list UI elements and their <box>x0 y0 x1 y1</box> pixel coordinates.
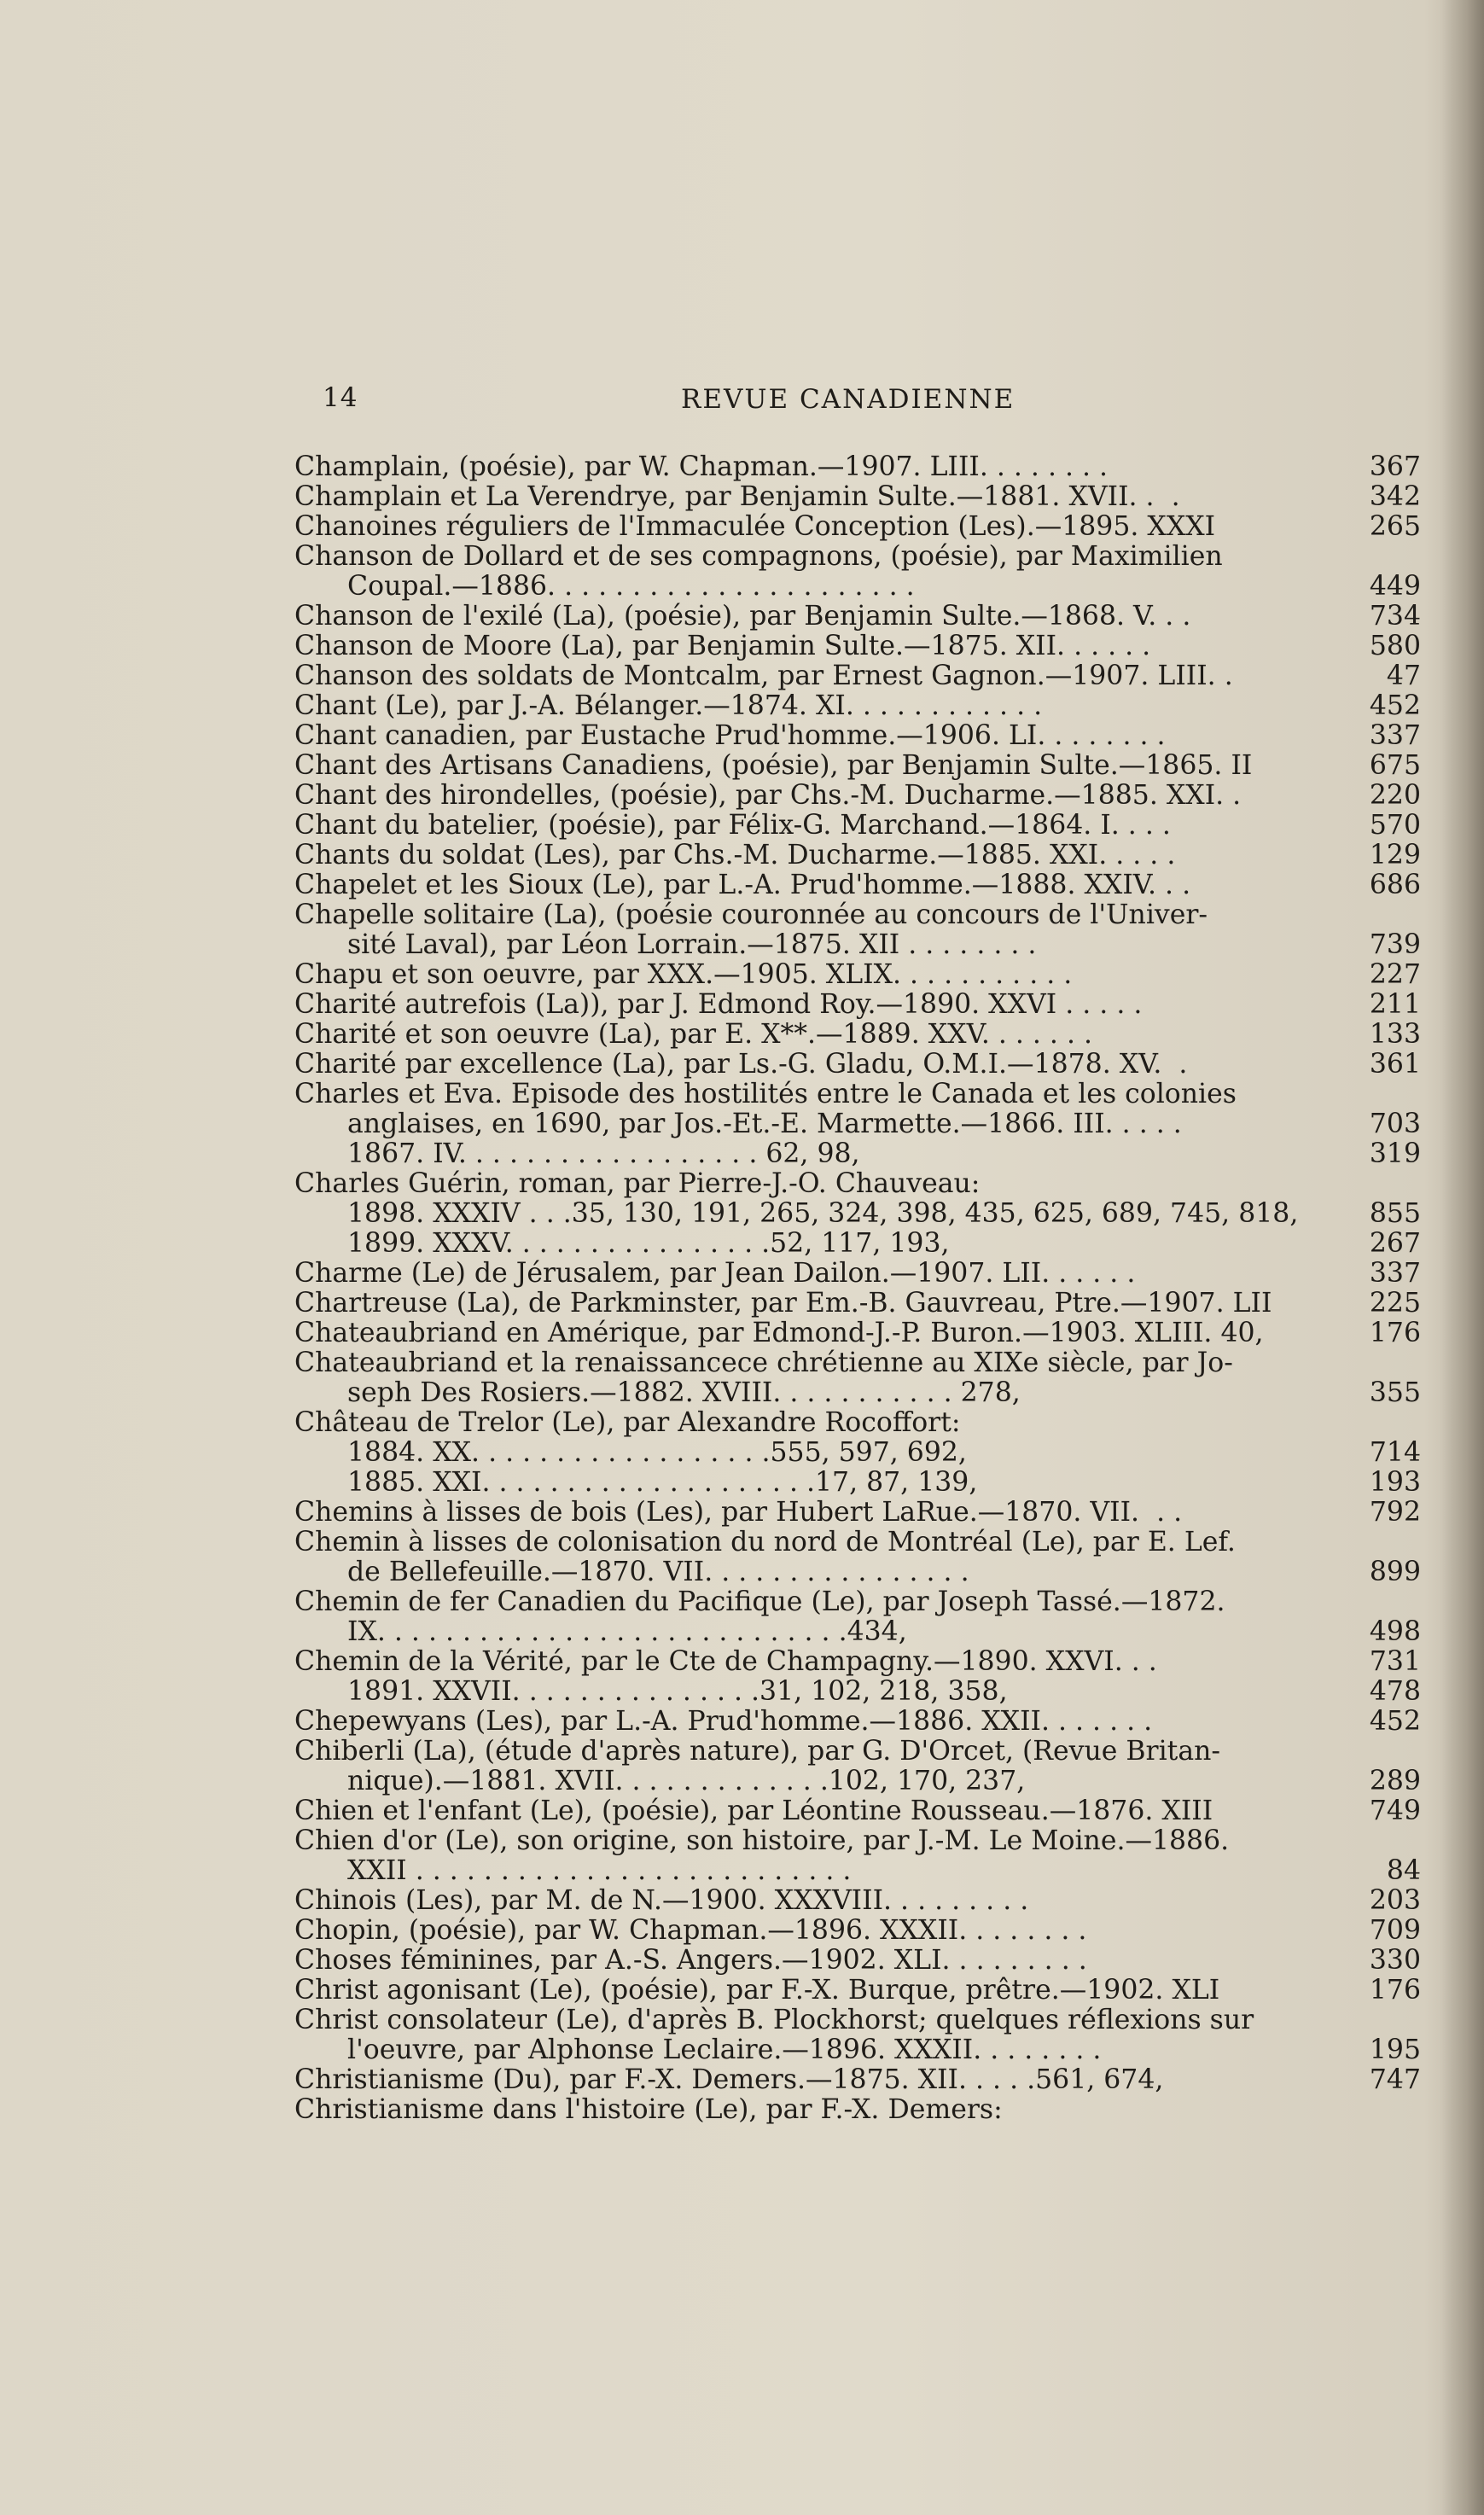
entry-text: 1884. XX. . . . . . . . . . . . . . . . . .555, 597, 692, <box>347 1437 967 1468</box>
entry-page-number: 452 <box>1369 690 1421 721</box>
index-entry-line <box>294 751 1421 781</box>
entry-text: Chanson de Dollard et de ses compagnons, (poésie), par Maximilien <box>294 541 1223 572</box>
entry-page-number: 319 <box>1369 1138 1421 1169</box>
index-entry-line <box>294 811 1421 841</box>
entry-text: Chepewyans (Les), par L.-A. Prud'homme.—1886. XXII. . . . . . . <box>294 1706 1153 1737</box>
index-entry-line <box>294 1498 1421 1528</box>
entry-text: Chemins à lisses de bois (Les), par Hubert LaRue.—1870. VII. . . <box>294 1497 1183 1528</box>
entry-page-number: 570 <box>1369 810 1421 841</box>
entry-page-number: 337 <box>1369 1258 1421 1289</box>
entry-page-number: 449 <box>1369 571 1421 602</box>
entry-text: Chant des hirondelles, (poésie), par Chs.-M. Ducharme.—1885. XXI. . <box>294 780 1242 811</box>
entry-text: Chinois (Les), par M. de N.—1900. XXXVIII. . . . . . . . . <box>294 1885 1029 1916</box>
entry-page-number: 714 <box>1369 1437 1421 1468</box>
entry-page-number: 498 <box>1369 1616 1421 1647</box>
entry-text: Chopin, (poésie), par W. Chapman.—1896. XXXII. . . . . . . . <box>294 1915 1087 1946</box>
entry-page-number: 355 <box>1369 1377 1421 1408</box>
page-edge-shadow <box>1441 0 1484 2515</box>
entry-text: Charité par excellence (La), par Ls.-G. Gladu, O.M.I.—1878. XV. . <box>294 1049 1188 1080</box>
entry-page-number: 452 <box>1369 1706 1421 1737</box>
entry-page-number: 739 <box>1369 929 1421 960</box>
index-entry-line <box>294 960 1421 990</box>
index-entry-line <box>294 1856 1421 1886</box>
entry-page-number: 47 <box>1386 661 1421 691</box>
index-entry-line <box>294 1767 1421 1796</box>
index-entry-line <box>294 1199 1421 1229</box>
index-entry-line <box>294 452 1421 482</box>
index-entry-line <box>294 1468 1421 1498</box>
entry-text: Coupal.—1886. . . . . . . . . . . . . . . . . . . . . . <box>347 571 915 602</box>
entry-page-number: 747 <box>1369 2064 1421 2095</box>
entry-text: 1891. XXVII. . . . . . . . . . . . . . .31, 102, 218, 358, <box>347 1676 1008 1707</box>
entry-text: Chapelet et les Sioux (Le), par L.-A. Prud'homme.—1888. XXIV. . . <box>294 870 1191 900</box>
entry-text: Chanson des soldats de Montcalm, par Ernest Gagnon.—1907. LIII. . <box>294 661 1233 691</box>
entry-page-number: 193 <box>1369 1467 1421 1498</box>
entry-text: Christ agonisant (Le), (poésie), par F.-X. Burque, prêtre.—1902. XLI <box>294 1975 1220 2006</box>
index-entry-line <box>294 1557 1421 1587</box>
entry-page-number: 709 <box>1369 1915 1421 1946</box>
entry-text: Charité autrefois (La)), par J. Edmond Roy.—1890. XXVI . . . . . <box>294 989 1143 1020</box>
entry-text: anglaises, en 1690, par Jos.-Et.-E. Marmette.—1866. III. . . . . <box>347 1109 1182 1139</box>
entry-text: nique).—1881. XVII. . . . . . . . . . . . .102, 170, 237, <box>347 1766 1026 1796</box>
entry-text: Chanson de Moore (La), par Benjamin Sulte.—1875. XII. . . . . . <box>294 631 1151 661</box>
entry-page-number: 265 <box>1369 511 1421 542</box>
index-entry-line <box>294 1109 1421 1139</box>
index-entry-line <box>294 1229 1421 1259</box>
index-entry-line <box>294 661 1421 691</box>
entry-page-number: 703 <box>1369 1109 1421 1139</box>
running-title: REVUE CANADIENNE <box>681 384 1016 415</box>
index-entry-line <box>294 2035 1421 2065</box>
entry-text: l'oeuvre, par Alphonse Leclaire.—1896. XXXII. . . . . . . . <box>347 2035 1102 2065</box>
entry-page-number: 792 <box>1369 1497 1421 1528</box>
index-entry-line <box>294 1886 1421 1916</box>
entry-text: 1867. IV. . . . . . . . . . . . . . . . . . 62, 98, <box>347 1138 860 1169</box>
entry-text: Chemin de fer Canadien du Pacifique (Le), par Joseph Tassé.—1872. <box>294 1586 1225 1617</box>
index-list <box>294 452 1421 2125</box>
entry-text: Charles Guérin, roman, par Pierre-J.-O. Chauveau: <box>294 1168 981 1199</box>
index-entry-line <box>294 1946 1421 1976</box>
index-entry-line <box>294 1737 1421 1767</box>
entry-text: Chants du soldat (Les), par Chs.-M. Ducharme.—1885. XXI. . . . . <box>294 840 1176 870</box>
entry-page-number: 734 <box>1369 601 1421 632</box>
entry-page-number: 227 <box>1369 959 1421 990</box>
index-entry-line <box>294 2006 1421 2035</box>
entry-text: Champlain et La Verendrye, par Benjamin Sulte.—1881. XVII. . . <box>294 481 1180 512</box>
entry-page-number: 211 <box>1369 989 1421 1020</box>
index-entry-line <box>294 1289 1421 1319</box>
entry-text: Christianisme dans l'histoire (Le), par F.-X. Demers: <box>294 2094 1003 2125</box>
index-entry-line <box>294 1707 1421 1737</box>
index-entry-line <box>294 1050 1421 1080</box>
index-entry-line <box>294 1796 1421 1826</box>
entry-page-number: 855 <box>1369 1198 1421 1229</box>
index-entry-line <box>294 2065 1421 2095</box>
entry-text: de Bellefeuille.—1870. VII. . . . . . . . . . . . . . . . <box>347 1557 969 1587</box>
entry-text: Chartreuse (La), de Parkminster, par Em.-B. Gauvreau, Ptre.—1907. LII <box>294 1288 1272 1319</box>
entry-page-number: 675 <box>1369 750 1421 781</box>
entry-text: Chateaubriand et la renaissancece chrétienne au XIXe siècle, par Jo- <box>294 1348 1233 1378</box>
index-entry-line <box>294 1319 1421 1348</box>
entry-text: Chemin de la Vérité, par le Cte de Champagny.—1890. XXVI. . . <box>294 1646 1157 1677</box>
entry-text: Château de Trelor (Le), par Alexandre Rocoffort: <box>294 1407 961 1438</box>
index-entry-line <box>294 1528 1421 1557</box>
entry-page-number: 203 <box>1369 1885 1421 1916</box>
index-entry-line <box>294 1677 1421 1707</box>
entry-page-number: 225 <box>1369 1288 1421 1319</box>
index-entry-line <box>294 781 1421 811</box>
index-entry-line <box>294 930 1421 960</box>
index-entry-line <box>294 1587 1421 1617</box>
entry-text: Charles et Eva. Episode des hostilités entre le Canada et les colonies <box>294 1079 1237 1109</box>
entry-text: Chiberli (La), (étude d'après nature), par G. D'Orcet, (Revue Britan- <box>294 1736 1221 1767</box>
index-entry-line <box>294 1647 1421 1677</box>
entry-page-number: 84 <box>1386 1855 1421 1886</box>
entry-text: Chapelle solitaire (La), (poésie couronnée au concours de l'Univer- <box>294 899 1208 930</box>
page-header <box>323 382 1440 416</box>
entry-text: Chanoines réguliers de l'Immaculée Conception (Les).—1895. XXXI <box>294 511 1216 542</box>
index-entry-line <box>294 1976 1421 2006</box>
index-entry-line <box>294 990 1421 1020</box>
entry-text: sité Laval), par Léon Lorrain.—1875. XII . . . . . . . . <box>347 929 1037 960</box>
entry-text: Christianisme (Du), par F.-X. Demers.—1875. XII. . . . .561, 674, <box>294 2064 1164 2095</box>
entry-text: seph Des Rosiers.—1882. XVIII. . . . . . . . . . . 278, <box>347 1377 1021 1408</box>
index-entry-line <box>294 1826 1421 1856</box>
entry-text: 1885. XXI. . . . . . . . . . . . . . . . . . . .17, 87, 139, <box>347 1467 978 1498</box>
entry-text: 1898. XXXIV . . .35, 130, 191, 265, 324, 398, 435, 625, 689, 745, 818, <box>347 1198 1299 1229</box>
index-entry-line <box>294 482 1421 512</box>
entry-page-number: 899 <box>1369 1557 1421 1587</box>
entry-text: Chanson de l'exilé (La), (poésie), par Benjamin Sulte.—1868. V. . . <box>294 601 1191 632</box>
index-entry-line <box>294 841 1421 870</box>
entry-page-number: 133 <box>1369 1019 1421 1050</box>
entry-text: XXII . . . . . . . . . . . . . . . . . . . . . . . . . . <box>347 1855 852 1886</box>
index-entry-line <box>294 1438 1421 1468</box>
entry-page-number: 330 <box>1369 1945 1421 1976</box>
entry-page-number: 337 <box>1369 720 1421 751</box>
index-entry-line <box>294 1139 1421 1169</box>
entry-page-number: 749 <box>1369 1796 1421 1826</box>
entry-text: Chant du batelier, (poésie), par Félix-G. Marchand.—1864. I. . . . <box>294 810 1171 841</box>
entry-text: Chapu et son oeuvre, par XXX.—1905. XLIX. . . . . . . . . . . <box>294 959 1073 990</box>
index-entry-line <box>294 632 1421 661</box>
entry-text: Champlain, (poésie), par W. Chapman.—1907. LIII. . . . . . . . <box>294 451 1109 482</box>
index-entry-line <box>294 1617 1421 1647</box>
entry-page-number: 267 <box>1369 1228 1421 1259</box>
entry-page-number: 731 <box>1369 1646 1421 1677</box>
entry-text: Charme (Le) de Jérusalem, par Jean Dailon.—1907. LII. . . . . . <box>294 1258 1136 1289</box>
index-entry-line <box>294 2095 1421 2125</box>
index-entry-line <box>294 1408 1421 1438</box>
page-number: 14 <box>323 382 358 413</box>
index-entry-line <box>294 691 1421 721</box>
index-entry-line <box>294 512 1421 542</box>
entry-page-number: 220 <box>1369 780 1421 811</box>
entry-text: Choses féminines, par A.-S. Angers.—1902. XLI. . . . . . . . . <box>294 1945 1087 1976</box>
index-entry-line <box>294 1348 1421 1378</box>
entry-page-number: 478 <box>1369 1676 1421 1707</box>
entry-page-number: 342 <box>1369 481 1421 512</box>
index-entry-line <box>294 1259 1421 1289</box>
entry-text: Chant canadien, par Eustache Prud'homme.—1906. LI. . . . . . . . <box>294 720 1166 751</box>
entry-text: Charité et son oeuvre (La), par E. X**.—1889. XXV. . . . . . . <box>294 1019 1092 1050</box>
entry-text: Christ consolateur (Le), d'après B. Plockhorst; quelques réflexions sur <box>294 2005 1254 2035</box>
index-entry-line <box>294 1020 1421 1050</box>
entry-text: IX. . . . . . . . . . . . . . . . . . . . . . . . . . . .434, <box>347 1616 907 1647</box>
index-entry-line <box>294 1378 1421 1408</box>
index-entry-line <box>294 572 1421 602</box>
entry-text: Chemin à lisses de colonisation du nord de Montréal (Le), par E. Lef. <box>294 1527 1236 1557</box>
entry-page-number: 129 <box>1369 840 1421 870</box>
entry-page-number: 367 <box>1369 451 1421 482</box>
index-entry-line <box>294 542 1421 572</box>
index-entry-line <box>294 602 1421 632</box>
entry-text: Chien d'or (Le), son origine, son histoire, par J.-M. Le Moine.—1886. <box>294 1825 1230 1856</box>
index-entry-line <box>294 1169 1421 1199</box>
entry-page-number: 176 <box>1369 1975 1421 2006</box>
entry-page-number: 195 <box>1369 2035 1421 2065</box>
index-entry-line <box>294 1916 1421 1946</box>
entry-text: Chant des Artisans Canadiens, (poésie), par Benjamin Sulte.—1865. II <box>294 750 1253 781</box>
index-entry-line <box>294 721 1421 751</box>
entry-page-number: 580 <box>1369 631 1421 661</box>
entry-page-number: 361 <box>1369 1049 1421 1080</box>
entry-page-number: 686 <box>1369 870 1421 900</box>
entry-page-number: 289 <box>1369 1766 1421 1796</box>
entry-text: Chateaubriand en Amérique, par Edmond-J.-P. Buron.—1903. XLIII. 40, <box>294 1318 1264 1348</box>
index-entry-line <box>294 900 1421 930</box>
entry-text: 1899. XXXV. . . . . . . . . . . . . . . .52, 117, 193, <box>347 1228 950 1259</box>
entry-text: Chant (Le), par J.-A. Bélanger.—1874. XI. . . . . . . . . . . . <box>294 690 1043 721</box>
index-entry-line <box>294 1080 1421 1109</box>
entry-page-number: 176 <box>1369 1318 1421 1348</box>
entry-text: Chien et l'enfant (Le), (poésie), par Léontine Rousseau.—1876. XIII <box>294 1796 1213 1826</box>
index-entry-line <box>294 870 1421 900</box>
